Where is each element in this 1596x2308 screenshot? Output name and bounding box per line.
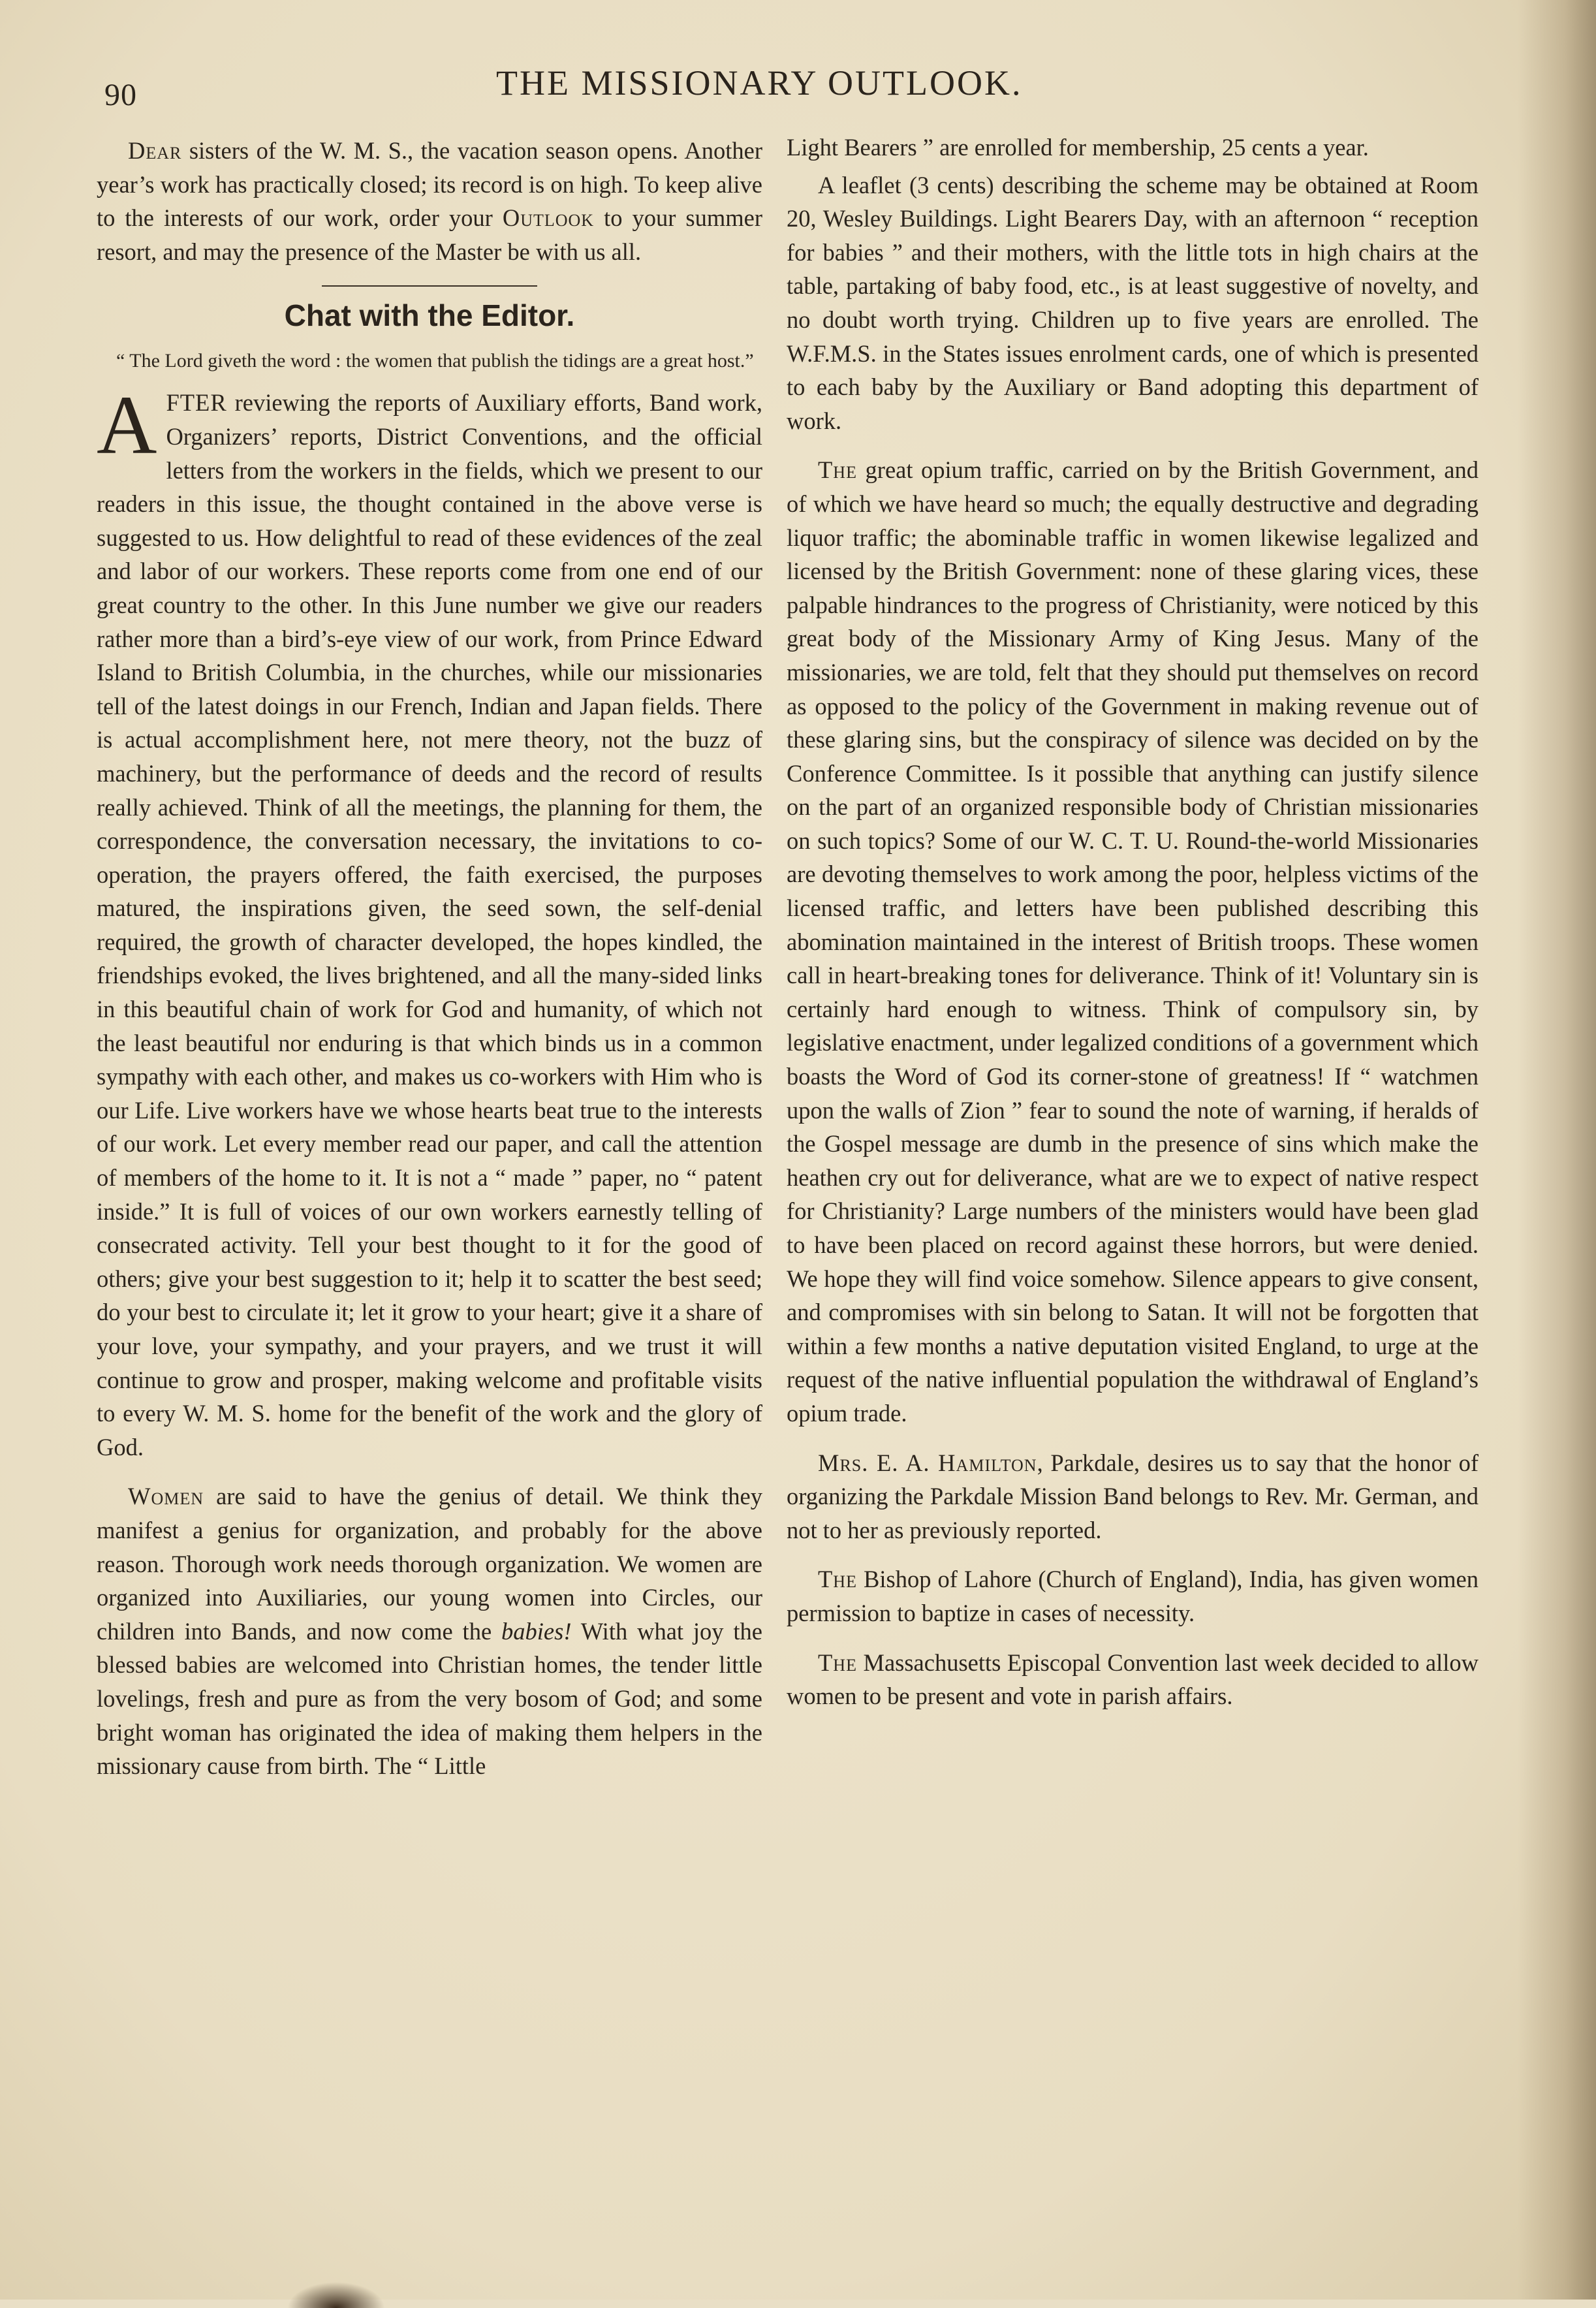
chat-text: reviewing the reports of Auxiliary efforts, Band work, Organizers’ reports, District Conventions, and the official letters from the workers in the fields, which we present to our readers in this issue, the thought contained in the above verse is suggested to us. How delightful to read of these evidences of the zeal and labor of our workers. These reports come from one end of our great country to the other. In this June number we give our readers rather more than a bird’s-eye view of our work, from Prince Edward Island to British Columbia, in the churches, while our missionaries tell of the latest doings in our French, Indian and Japan fields. There is actual accomplishment here, not mere theory, not the buzz of machinery, but the performance of deeds and the record of results really achieved. Think of all the meetings, the planning for them, the correspondence, the conversation necessary, the invitations to co-operation, the prayers offered, the faith exercised, the purposes matured, the inspirations given, the seed sown, the self-denial required, the growth of character developed, the hopes kindled, the friendships evoked, the lives brightened, and all the many-sided links in this beautiful chain of work for God and humanity, of which not the least beautiful nor enduring is that which binds us in a common sympathy with each other, and makes us co-workers with Him who is our Life. Live workers have we whose hearts beat true to the interests of our work. Let every member read our paper, and call the attention of members of the home to it. It is not a “ made ” paper, no “ patent inside.” It is full of voices of our own workers earnestly telling of consecrated activity. Tell your best thought to it for the good of others; give your best suggestion to it; help it to scatter the best seed; do your best to circulate it; let it grow to your heart; give it a share of your love, your sympathy, and your prayers, and we trust it will continue to grow and prosper, making welcome and profitable visits to every W. M. S. home for the benefit of the work and the glory of God. bbox=[97, 389, 762, 1461]
left-column bbox=[97, 134, 762, 1783]
section-divider bbox=[322, 285, 537, 287]
massachusetts-paragraph bbox=[787, 1646, 1479, 1713]
intro-text-2: to your summer resort, and may the presence of the Master be with us all. bbox=[97, 204, 763, 265]
running-title: THE MISSIONARY OUTLOOK. bbox=[496, 63, 1023, 103]
drop-cap: A bbox=[97, 379, 157, 472]
section-heading: Chat with the Editor. bbox=[284, 298, 575, 333]
opium-text: great opium traffic, carried on by the British Government, and of which we have heard so much; the equally destructive and degrading liquor traffic; the abominable traffic in women likewise legalized and licensed by the British Government: none of these glaring vices, these palpable hindrances to the progress of Christianity, were noticed by this great body of the Missionary Army of King Jesus. Many of the missionaries, we are told, felt that they should put themselves on record as opposed to the policy of the Government in making revenue out of these glaring sins, but the conspiracy of silence was decided on by the Conference Committee. Is it possible that anything can justify silence on the part of an organized responsible body of Christian missionaries on such topics? Some of our W. C. T. U. Round-the-world Missionaries are devoting themselves to work among the poor, helpless victims of the licensed traffic, and letters have been published describing this abomination maintained in the interest of British troops. These women call in heart-breaking tones for deliverance. Think of it! Voluntary sin is certainly hard enough to witness. Think of compulsory sin, by legislative enactment, under legalized conditions of a government which boasts the Word of God its corner-stone of greatness! If “ watchmen upon the walls of Zion ” fear to sound the note of warning, if heralds of the Gospel message are dumb in the presence of sins which make the heathen cry out for deliverance, what are we to expect of native respect for Christianity? Large numbers of the ministers would have been glad to have been placed on record against these horrors, but were denied. We hope they will find voice somehow. Silence appears to give consent, and compromises with sin belong to Satan. It will not be forgotten that within a few months a native deputation visited England, to urge at the request of the native influential population the withdrawal of England’s opium trade. bbox=[787, 456, 1479, 1427]
outlook-name: Outlook bbox=[502, 204, 595, 232]
bishop-lead: The bbox=[818, 1566, 857, 1593]
women-text-2: With what joy the blessed babies are welcomed into Christian homes, the tender little lovelings, fresh and pure as from the very bosom of God; and some bright woman has originated the idea of making them helpers in the missionary cause from birth. The “ Little bbox=[97, 1617, 763, 1780]
women-text-1: are said to have the genius of detail. We think they manifest a genius for organization, and probably for the above reason. Thorough work needs thorough organization. We women are organized into Auxiliaries, our young women into Circles, our children into Bands, and now come the bbox=[97, 1483, 762, 1645]
women-lead: Women bbox=[128, 1483, 204, 1510]
women-paragraph bbox=[97, 1479, 762, 1782]
intro-text-1: sisters of the W. M. S., the vacation season opens. Another year’s work has practically closed; its record is on high. To keep alive to the interests of our work, order your bbox=[97, 137, 762, 232]
chat-lead: FTER bbox=[166, 389, 227, 417]
massachusetts-text: Massachusetts Episcopal Convention last week decided to allow women to be present and vote in parish affairs. bbox=[787, 1649, 1479, 1710]
chat-paragraph bbox=[97, 379, 762, 1464]
massachusetts-lead: The bbox=[818, 1649, 857, 1676]
intro-paragraph bbox=[97, 134, 762, 268]
epigraph: “ The Lord giveth the word : the women that publish the tidings are a great host.” bbox=[116, 350, 754, 372]
bishop-paragraph bbox=[787, 1562, 1479, 1630]
hamilton-paragraph bbox=[787, 1446, 1479, 1547]
opium-lead: The bbox=[818, 456, 857, 484]
page-stain bbox=[287, 2282, 385, 2308]
hamilton-text: , Parkdale, desires us to say that the honor of organizing the Parkdale Mission Band belongs to Rev. Mr. German, and not to her as previously reported. bbox=[787, 1449, 1479, 1543]
leaflet-paragraph: A leaflet (3 cents) describing the scheme may be obtained at Room 20, Wesley Buildings. Light Bearers Day, with an afternoon “ reception for babies ” and their mothers, with the little tots in high chairs at the table, partaking of baby food, etc., is at least suggestive of novelty, and no doubt worth trying. Children up to five years are enrolled. The W.F.M.S. in the States issues enrolment cards, one of which is presented to each baby by the Auxiliary or Band adopting this department of work. bbox=[787, 171, 1479, 434]
page-number: 90 bbox=[104, 78, 137, 112]
hamilton-lead: Mrs. E. A. Hamilton bbox=[818, 1449, 1037, 1476]
opium-paragraph bbox=[787, 453, 1479, 1430]
right-column bbox=[787, 131, 1479, 1713]
page-spine-shadow bbox=[1518, 0, 1596, 2300]
bishop-text: Bishop of Lahore (Church of England), India, has given women permission to baptize in cases of necessity. bbox=[787, 1566, 1479, 1626]
intro-lead: Dear bbox=[128, 137, 182, 164]
babies-emphasis: babies! bbox=[501, 1617, 572, 1645]
continuation-paragraph: Light Bearers ” are enrolled for membership, 25 cents a year. bbox=[787, 134, 1369, 161]
